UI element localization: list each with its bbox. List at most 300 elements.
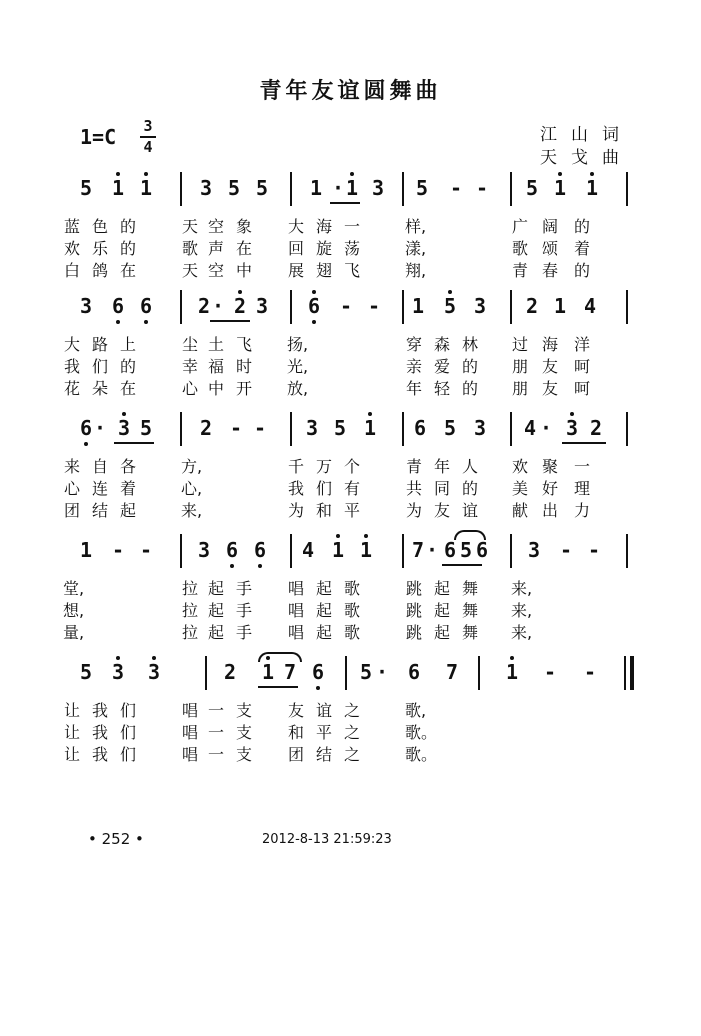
octave-dot-above: [152, 656, 156, 660]
lyric-char: 万: [315, 457, 332, 476]
lyric-char: 唱: [181, 723, 198, 742]
lyric-char: 团: [63, 501, 80, 520]
barline: [510, 172, 512, 206]
barline: [402, 172, 404, 206]
lyric-char: 中: [235, 261, 252, 280]
octave-dot-above: [238, 290, 242, 294]
lyric-char: 天: [181, 217, 198, 236]
lyric-char: 幸: [181, 357, 198, 376]
barline: [345, 656, 347, 690]
timestamp: 2012-8-13 21:59:23: [262, 832, 392, 847]
lyric-char: 青: [405, 457, 422, 476]
lyric-char: 同: [433, 479, 450, 498]
note: 6: [475, 538, 489, 562]
lyric-char: 天: [181, 261, 198, 280]
lyric-char: 为: [287, 501, 304, 520]
barline: [624, 656, 626, 690]
lyric-char: 来,: [511, 579, 533, 598]
note: 5: [415, 176, 429, 200]
barline: [290, 172, 292, 206]
lyric-line: [0, 332, 701, 354]
octave-dot-below: [230, 564, 234, 568]
slur: [454, 530, 486, 540]
note: -: [367, 294, 381, 318]
lyric-char: 友: [541, 357, 558, 376]
lyric-char: 唱: [181, 745, 198, 764]
time-signature-top: 3: [143, 117, 153, 135]
note: 1: [111, 176, 125, 200]
lyric-char: 声: [207, 239, 224, 258]
lyric-char: 欢: [63, 239, 80, 258]
note: 7: [411, 538, 425, 562]
lyric-char: 朋: [511, 379, 528, 398]
note: 1: [553, 176, 567, 200]
lyric-char: 谊: [315, 701, 332, 720]
note: 2: [199, 416, 213, 440]
note: 6: [139, 294, 153, 318]
lyric-char: 福: [207, 357, 224, 376]
barline: [180, 290, 182, 324]
barline: [510, 534, 512, 568]
lyric-char: 来,: [511, 601, 533, 620]
lyric-char: 千: [287, 457, 304, 476]
lyricist-credit: 江山词: [540, 125, 633, 145]
lyric-char: 轻: [433, 379, 450, 398]
lyric-char: 们: [91, 357, 108, 376]
note: 1: [585, 176, 599, 200]
lyric-char: 翔,: [405, 261, 427, 280]
note: 6: [225, 538, 239, 562]
lyric-char: 在: [119, 379, 136, 398]
lyric-char: 友: [541, 379, 558, 398]
octave-dot-above: [122, 412, 126, 416]
lyric-char: 们: [119, 723, 136, 742]
note: 5: [459, 538, 473, 562]
lyric-char: 起: [207, 623, 224, 642]
lyric-char: 春: [541, 261, 558, 280]
note: -: [139, 538, 153, 562]
lyric-char: 飞: [343, 261, 360, 280]
lyric-char: 旋: [315, 239, 332, 258]
lyric-char: 美: [511, 479, 528, 498]
lyric-char: 海: [541, 335, 558, 354]
lyric-char: 支: [235, 723, 252, 742]
note: 5: [525, 176, 539, 200]
lyric-char: 唱: [181, 701, 198, 720]
note: 6: [79, 416, 93, 440]
octave-dot-below: [84, 442, 88, 446]
lyric-char: 朵: [91, 379, 108, 398]
lyric-char: 象: [235, 217, 252, 236]
lyric-line: [0, 576, 701, 598]
lyric-char: 的: [461, 479, 478, 498]
lyric-char: 想,: [63, 601, 85, 620]
octave-dot-above: [116, 656, 120, 660]
note: 1: [79, 538, 93, 562]
note: 1: [309, 176, 323, 200]
lyric-char: 歌: [343, 579, 360, 598]
lyric-char: 唱: [287, 601, 304, 620]
octave-dot-below: [116, 320, 120, 324]
lyric-char: 歌: [343, 623, 360, 642]
lyric-char: 歌: [343, 601, 360, 620]
lyric-char: 共: [405, 479, 422, 498]
score-system: [0, 534, 701, 654]
octave-dot-above: [368, 412, 372, 416]
note: 3: [199, 176, 213, 200]
lyric-char: 歌: [181, 239, 198, 258]
lyric-char: 舞: [461, 579, 478, 598]
score-system: [0, 412, 701, 532]
eighth-underline: [258, 686, 298, 688]
lyric-char: 我: [91, 745, 108, 764]
lyric-char: 友: [287, 701, 304, 720]
barline: [290, 534, 292, 568]
lyric-char: 们: [315, 479, 332, 498]
note: 1: [363, 416, 377, 440]
lyric-char: 漾,: [405, 239, 427, 258]
note: -: [543, 660, 557, 684]
lyric-char: 人: [461, 457, 478, 476]
lyric-char: 歌: [511, 239, 528, 258]
note: 1: [505, 660, 519, 684]
lyric-line: [0, 454, 701, 476]
note: 5: [79, 660, 93, 684]
note: 3: [117, 416, 131, 440]
lyric-char: 的: [461, 357, 478, 376]
barline: [402, 412, 404, 446]
lyric-line: [0, 620, 701, 642]
lyric-char: 一: [207, 723, 224, 742]
lyric-char: 大: [63, 335, 80, 354]
lyric-line: [0, 498, 701, 520]
lyric-char: 森: [433, 335, 450, 354]
lyric-char: 展: [287, 261, 304, 280]
lyric-char: 起: [315, 601, 332, 620]
lyric-char: 起: [315, 623, 332, 642]
lyric-char: 年: [433, 457, 450, 476]
lyric-char: 路: [91, 335, 108, 354]
lyric-char: 爱: [433, 357, 450, 376]
lyric-char: 呵: [573, 379, 590, 398]
note: 2: [197, 294, 211, 318]
lyric-char: 着: [573, 239, 590, 258]
lyric-char: 荡: [343, 239, 360, 258]
lyric-char: 空: [207, 261, 224, 280]
lyric-char: 之: [343, 723, 360, 742]
lyric-char: 尘: [181, 335, 198, 354]
octave-dot-above: [448, 290, 452, 294]
note: 2: [589, 416, 603, 440]
note: 5: [443, 294, 457, 318]
lyric-char: 朋: [511, 357, 528, 376]
lyric-char: 谊: [461, 501, 478, 520]
note: -: [583, 660, 597, 684]
lyric-char: 来: [63, 457, 80, 476]
note: 5: [227, 176, 241, 200]
lyric-line: [0, 742, 701, 764]
barline: [626, 412, 628, 446]
note: 1: [345, 176, 359, 200]
note: 1: [261, 660, 275, 684]
lyric-char: 起: [433, 601, 450, 620]
barline: [630, 656, 634, 690]
note: ·: [93, 416, 107, 440]
note: ·: [211, 294, 225, 318]
barline: [510, 412, 512, 446]
barline: [180, 534, 182, 568]
note: 3: [371, 176, 385, 200]
lyric-char: 平: [315, 723, 332, 742]
lyric-char: 跳: [405, 623, 422, 642]
octave-dot-above: [336, 534, 340, 538]
note: -: [587, 538, 601, 562]
lyric-char: 颂: [541, 239, 558, 258]
slur: [258, 652, 302, 662]
lyric-char: 放,: [287, 379, 309, 398]
lyric-char: 上: [119, 335, 136, 354]
lyric-char: 和: [315, 501, 332, 520]
note: 3: [111, 660, 125, 684]
note: 3: [255, 294, 269, 318]
note: ·: [425, 538, 439, 562]
note: 3: [473, 416, 487, 440]
octave-dot-below: [258, 564, 262, 568]
lyric-line: [0, 354, 701, 376]
eighth-underline: [442, 564, 482, 566]
lyric-char: 舞: [461, 601, 478, 620]
lyric-char: 堂,: [63, 579, 85, 598]
lyric-char: 歌。: [405, 745, 438, 764]
barline: [402, 290, 404, 324]
lyric-char: 一: [573, 457, 590, 476]
barline: [402, 534, 404, 568]
lyric-char: 起: [207, 601, 224, 620]
lyric-char: 时: [235, 357, 252, 376]
lyric-char: 一: [343, 217, 360, 236]
lyric-char: 心,: [181, 479, 203, 498]
note: 3: [197, 538, 211, 562]
lyric-char: 起: [207, 579, 224, 598]
lyric-char: 翅: [315, 261, 332, 280]
note: 6: [253, 538, 267, 562]
lyric-char: 样,: [405, 217, 427, 236]
note: 5: [333, 416, 347, 440]
lyric-line: [0, 720, 701, 742]
note: 1: [411, 294, 425, 318]
lyric-char: 青: [511, 261, 528, 280]
barline: [478, 656, 480, 690]
lyric-char: 海: [315, 217, 332, 236]
lyric-char: 在: [235, 239, 252, 258]
note: 3: [305, 416, 319, 440]
barline: [180, 412, 182, 446]
note: 3: [147, 660, 161, 684]
lyric-char: 个: [343, 457, 360, 476]
lyric-char: 年: [405, 379, 422, 398]
note: 6: [443, 538, 457, 562]
note: 1: [139, 176, 153, 200]
lyric-char: 飞: [235, 335, 252, 354]
lyric-char: 花: [63, 379, 80, 398]
lyric-char: 呵: [573, 357, 590, 376]
note: 5: [443, 416, 457, 440]
note: 3: [79, 294, 93, 318]
note: 6: [311, 660, 325, 684]
lyric-char: 蓝: [63, 217, 80, 236]
lyric-line: [0, 598, 701, 620]
song-title: 青年友谊圆舞曲: [259, 79, 442, 104]
note: 6: [307, 294, 321, 318]
lyric-line: [0, 214, 701, 236]
lyric-char: 之: [343, 745, 360, 764]
lyric-char: 我: [91, 701, 108, 720]
note: -: [559, 538, 573, 562]
note: 5: [139, 416, 153, 440]
note: 4: [301, 538, 315, 562]
lyric-char: 穿: [405, 335, 422, 354]
lyric-char: 手: [235, 623, 252, 642]
note: -: [449, 176, 463, 200]
lyric-char: 的: [573, 217, 590, 236]
lyric-char: 手: [235, 601, 252, 620]
eighth-underline: [114, 442, 154, 444]
lyric-char: 过: [511, 335, 528, 354]
barline: [180, 172, 182, 206]
octave-dot-above: [312, 290, 316, 294]
lyric-char: 各: [119, 457, 136, 476]
lyric-char: 献: [511, 501, 528, 520]
note: 3: [527, 538, 541, 562]
lyric-char: 出: [541, 501, 558, 520]
score-system: [0, 172, 701, 292]
lyric-char: 方,: [181, 457, 203, 476]
lyric-char: 们: [119, 701, 136, 720]
score-system: [0, 656, 701, 776]
note: 7: [283, 660, 297, 684]
lyric-char: 结: [91, 501, 108, 520]
lyric-char: 舞: [461, 623, 478, 642]
note: -: [111, 538, 125, 562]
note: 6: [407, 660, 421, 684]
note: 6: [413, 416, 427, 440]
octave-dot-above: [558, 172, 562, 176]
note: -: [229, 416, 243, 440]
lyric-char: 的: [119, 217, 136, 236]
octave-dot-above: [350, 172, 354, 176]
lyric-line: [0, 376, 701, 398]
lyric-char: 的: [119, 239, 136, 258]
lyric-char: 歌,: [405, 701, 427, 720]
key-signature: 1=C: [80, 125, 117, 149]
note: 2: [233, 294, 247, 318]
lyric-char: 白: [63, 261, 80, 280]
note: 4: [523, 416, 537, 440]
lyric-char: 们: [119, 745, 136, 764]
lyric-char: 让: [63, 745, 80, 764]
note: -: [475, 176, 489, 200]
lyric-line: [0, 476, 701, 498]
lyric-char: 结: [315, 745, 332, 764]
lyric-char: 来,: [181, 501, 203, 520]
lyric-char: 唱: [287, 579, 304, 598]
note: 1: [359, 538, 373, 562]
lyric-char: 起: [119, 501, 136, 520]
lyric-char: 着: [119, 479, 136, 498]
note: 2: [525, 294, 539, 318]
lyric-char: 一: [207, 701, 224, 720]
page-number: • 252 •: [88, 830, 144, 848]
note: 1: [331, 538, 345, 562]
lyric-char: 色: [91, 217, 108, 236]
lyric-char: 心: [181, 379, 198, 398]
lyric-char: 跳: [405, 579, 422, 598]
lyric-char: 起: [433, 579, 450, 598]
lyric-char: 扬,: [287, 335, 309, 354]
lyric-char: 力: [573, 501, 590, 520]
lyric-char: 心: [63, 479, 80, 498]
lyric-char: 手: [235, 579, 252, 598]
note: 5: [359, 660, 373, 684]
lyric-char: 空: [207, 217, 224, 236]
lyric-char: 支: [235, 701, 252, 720]
note: 3: [565, 416, 579, 440]
octave-dot-below: [316, 686, 320, 690]
octave-dot-above: [116, 172, 120, 176]
note: 1: [553, 294, 567, 318]
lyric-char: 阔: [541, 217, 558, 236]
lyric-char: 跳: [405, 601, 422, 620]
time-signature: [140, 118, 156, 156]
lyric-char: 聚: [541, 457, 558, 476]
lyric-char: 量,: [63, 623, 85, 642]
octave-dot-above: [590, 172, 594, 176]
note: ·: [539, 416, 553, 440]
lyric-char: 一: [207, 745, 224, 764]
lyric-char: 好: [541, 479, 558, 498]
octave-dot-above: [144, 172, 148, 176]
lyric-char: 友: [433, 501, 450, 520]
barline: [626, 534, 628, 568]
score-system: [0, 290, 701, 410]
lyric-char: 的: [119, 357, 136, 376]
lyric-line: [0, 698, 701, 720]
barline: [205, 656, 207, 690]
lyric-char: 开: [235, 379, 252, 398]
note: -: [253, 416, 267, 440]
composer-credit: 天戈曲: [540, 148, 633, 168]
lyric-char: 团: [287, 745, 304, 764]
lyric-char: 之: [343, 701, 360, 720]
note: ·: [331, 176, 345, 200]
note: 4: [583, 294, 597, 318]
note: 7: [445, 660, 459, 684]
lyric-char: 我: [91, 723, 108, 742]
lyric-char: 回: [287, 239, 304, 258]
lyric-char: 林: [461, 335, 478, 354]
lyric-char: 来,: [511, 623, 533, 642]
lyric-char: 理: [573, 479, 590, 498]
lyric-char: 在: [119, 261, 136, 280]
lyric-char: 的: [461, 379, 478, 398]
note: ·: [375, 660, 389, 684]
lyric-char: 连: [91, 479, 108, 498]
lyric-char: 土: [207, 335, 224, 354]
lyric-char: 起: [433, 623, 450, 642]
lyric-char: 大: [287, 217, 304, 236]
time-signature-bottom: 4: [143, 138, 153, 156]
lyric-char: 洋: [573, 335, 590, 354]
